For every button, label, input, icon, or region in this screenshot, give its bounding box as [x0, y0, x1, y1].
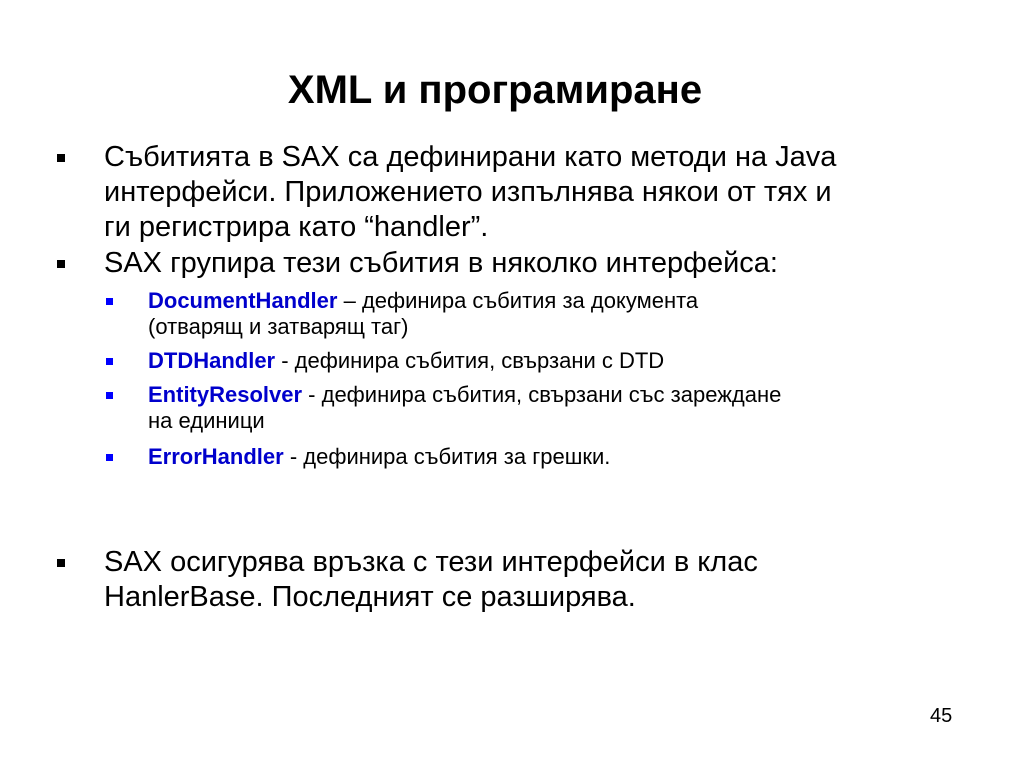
text-line: HanlerBase. Последният се разширява. [104, 581, 636, 613]
sub-bullet-text [148, 382, 988, 434]
text-line: (отварящ и затварящ таг) [148, 314, 409, 339]
sub-bullet-text [148, 288, 988, 340]
bullet-text [104, 246, 984, 281]
text-line: ги регистрира като “handler”. [104, 211, 489, 243]
term-description: - дефинира събития за грешки. [283, 444, 611, 469]
text-line [148, 444, 988, 470]
term-label: DocumentHandler [148, 288, 338, 313]
page-number: 45 [930, 705, 953, 727]
term-description: – дефинира събития за документа [337, 288, 699, 313]
text-line: интерфейси. Приложението изпълнява някои от тях и [104, 176, 832, 208]
text-line: SAX групира тези събития в няколко интерфейса: [104, 247, 778, 279]
text-line [148, 382, 988, 408]
text-line [148, 348, 988, 374]
term-description: - дефинира събития, свързани с DTD [275, 348, 665, 373]
text-line: Събитията в SAX са дефинирани като методи на Java [104, 141, 837, 173]
sub-bullet-text [148, 444, 988, 470]
term-label: EntityResolver [148, 382, 303, 407]
bullet-text [104, 545, 984, 615]
term-label: DTDHandler [148, 348, 276, 373]
sub-bullet-text [148, 348, 988, 374]
text-line [148, 288, 988, 314]
square-bullet-icon [106, 358, 113, 365]
square-bullet-icon [106, 392, 113, 399]
square-bullet-icon [106, 454, 113, 461]
text-line: SAX осигурява връзка с тези интерфейси в клас [104, 546, 758, 578]
text-line: на единици [148, 408, 265, 433]
square-bullet-icon [57, 260, 65, 268]
term-label: ErrorHandler [148, 444, 284, 469]
square-bullet-icon [106, 298, 113, 305]
term-description: - дефинира събития, свързани със зареждане [302, 382, 782, 407]
bullet-text [104, 140, 984, 245]
square-bullet-icon [57, 559, 65, 567]
slide-title: XML и програмиране [287, 68, 703, 112]
square-bullet-icon [57, 154, 65, 162]
